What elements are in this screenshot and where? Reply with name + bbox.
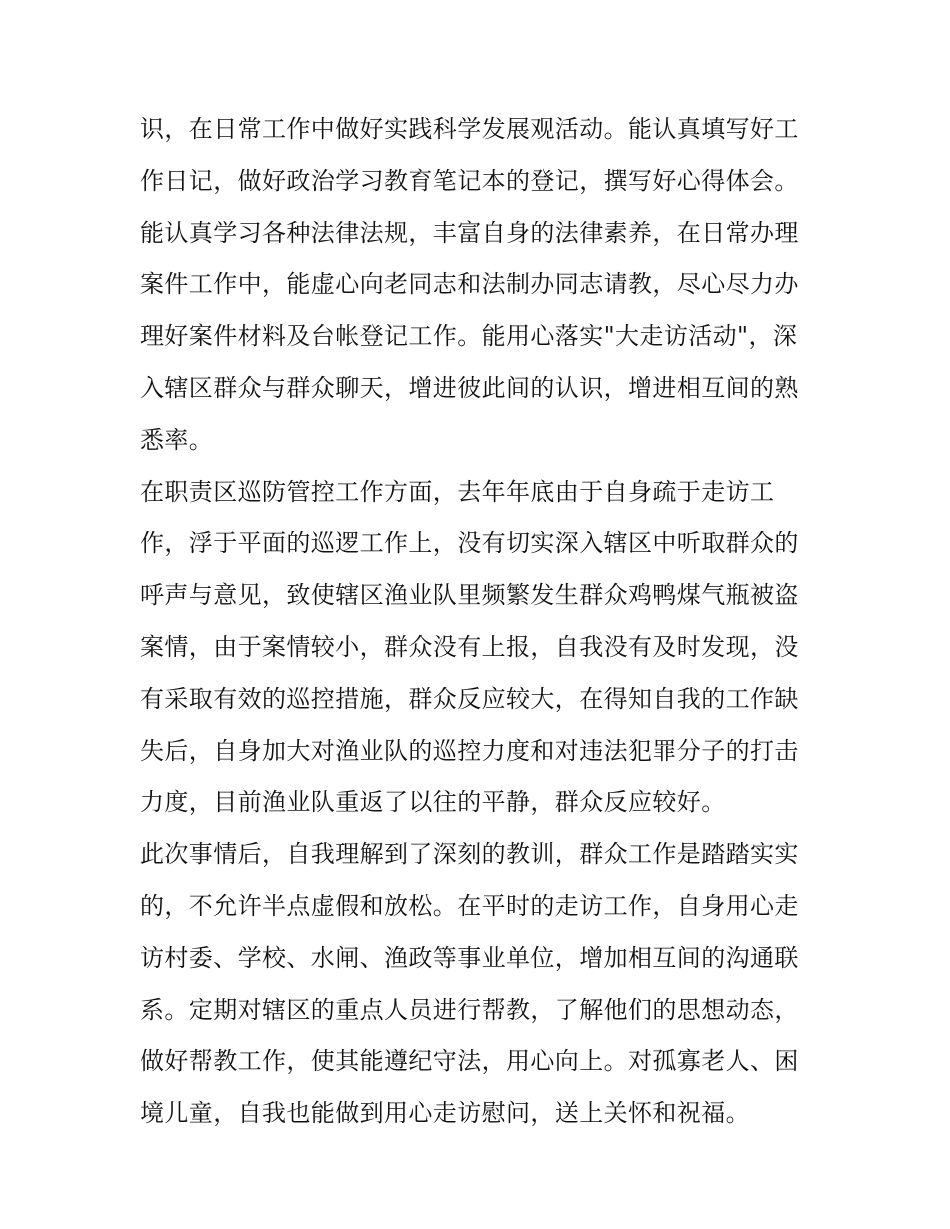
text-line: 能认真学习各种法律法规，丰富自身的法律素养，在日常办理 [140, 218, 799, 247]
text-line: 作日记，做好政治学习教育笔记本的登记，撰写好心得体会。 [140, 166, 799, 195]
text-line: 境儿童，自我也能做到用心走访慰问，送上关怀和祝福。 [140, 1099, 750, 1128]
text-line: 做好帮教工作，使其能遵纪守法，用心向上。对孤寡老人、困 [140, 1047, 799, 1076]
text-line: 在职责区巡防管控工作方面，去年年底由于自身疏于走访工 [140, 477, 775, 506]
text-line: 理好案件材料及台帐登记工作。能用心落实"大走访活动"，深 [140, 322, 798, 351]
text-line: 悉率。 [140, 425, 214, 454]
text-line: 力度，目前渔业队重返了以往的平静，群众反应较好。 [140, 788, 726, 817]
text-line: 识，在日常工作中做好实践科学发展观活动。能认真填写好工 [140, 115, 799, 143]
text-line: 案件工作中，能虚心向老同志和法制办同志请教，尽心尽力办 [140, 270, 799, 299]
text-line: 作，浮于平面的巡逻工作上，没有切实深入辖区中听取群众的 [140, 529, 799, 558]
text-line: 有采取有效的巡控措施，群众反应较大，在得知自我的工作缺 [140, 684, 799, 713]
text-line: 此次事情后，自我理解到了深刻的教训，群众工作是踏踏实实 [140, 840, 799, 869]
text-line: 失后，自身加大对渔业队的巡控力度和对违法犯罪分子的打击 [140, 736, 799, 765]
text-line: 系。定期对辖区的重点人员进行帮教，了解他们的思想动态， [140, 995, 799, 1024]
text-line: 的，不允许半点虚假和放松。在平时的走访工作，自身用心走 [140, 891, 799, 920]
body-text [140, 104, 820, 1140]
text-line: 入辖区群众与群众聊天，增进彼此间的认识，增进相互间的熟 [140, 373, 799, 402]
text-line: 呼声与意见，致使辖区渔业队里频繁发生群众鸡鸭煤气瓶被盗 [140, 581, 799, 610]
text-line: 访村委、学校、水闸、渔政等事业单位，增加相互间的沟通联 [140, 943, 799, 972]
text-line: 案情，由于案情较小，群众没有上报，自我没有及时发现，没 [140, 632, 799, 661]
